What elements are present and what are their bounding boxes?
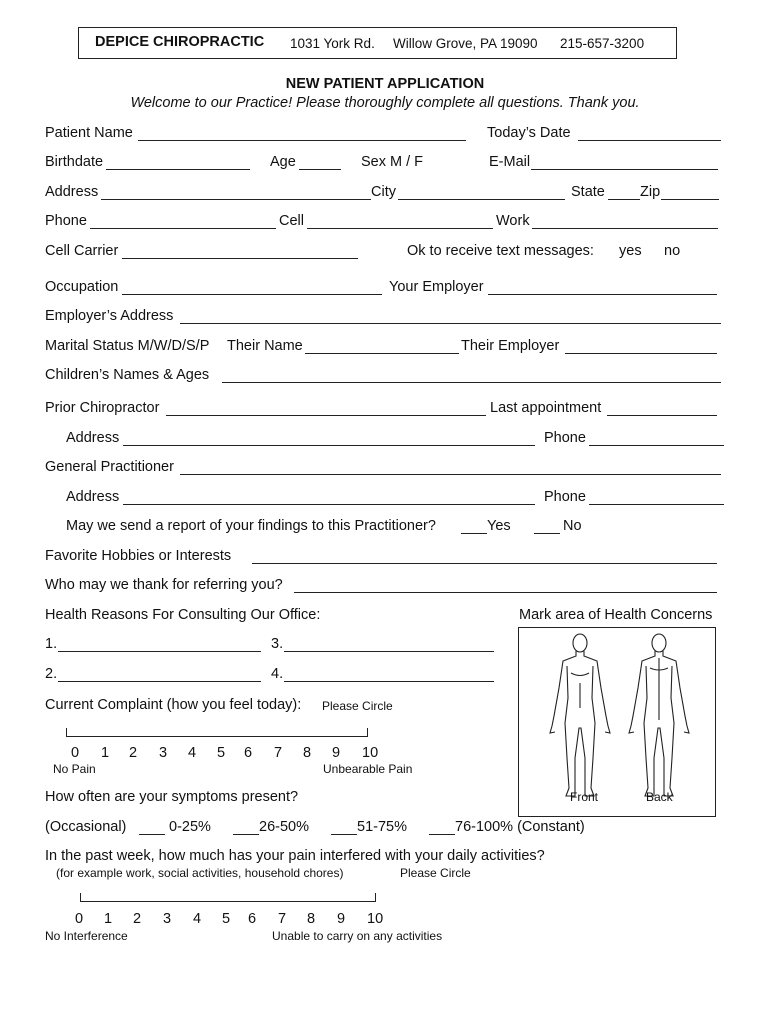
interference-scale-option-4[interactable]: 4 <box>193 911 202 927</box>
chiro-phone-field[interactable] <box>589 432 724 446</box>
cell-field[interactable] <box>307 215 493 229</box>
body-diagram-icon <box>519 628 715 816</box>
pain-scale-option-3[interactable]: 3 <box>159 745 168 761</box>
sex-label[interactable]: Sex M / F <box>361 154 424 170</box>
unbearable-pain-label: Unbearable Pain <box>323 762 413 776</box>
their-employer-field[interactable] <box>565 340 717 354</box>
pain-scale-option-9[interactable]: 9 <box>332 745 341 761</box>
unable-label: Unable to carry on any activities <box>272 929 443 943</box>
practice-phone: 215-657-3200 <box>560 36 645 51</box>
general-practitioner-field[interactable] <box>180 461 721 475</box>
cell-carrier-label: Cell Carrier <box>45 243 119 259</box>
state-label: State <box>571 184 605 200</box>
referral-field[interactable] <box>294 579 717 593</box>
address-label: Address <box>45 184 99 200</box>
todays-date-label: Today’s Date <box>487 125 571 141</box>
chiro-phone-label: Phone <box>544 430 586 446</box>
pct-0-25-label: 0-25% <box>169 819 211 835</box>
address-field[interactable] <box>101 186 371 200</box>
birthdate-field[interactable] <box>106 156 250 170</box>
interference-scale-option-1[interactable]: 1 <box>104 911 113 927</box>
interference-scale-option-7[interactable]: 7 <box>278 911 287 927</box>
phone-field[interactable] <box>90 215 276 229</box>
children-label: Children’s Names & Ages <box>45 367 210 383</box>
patient-name-label: Patient Name <box>45 125 133 141</box>
interference-scale-bracket <box>80 893 376 902</box>
pain-scale-option-6[interactable]: 6 <box>244 745 253 761</box>
reason-4-label: 4. <box>271 666 284 682</box>
email-field[interactable] <box>531 156 718 170</box>
email-label: E-Mail <box>489 154 531 170</box>
interference-scale-option-3[interactable]: 3 <box>163 911 172 927</box>
city-label: City <box>371 184 396 200</box>
interference-scale-option-8[interactable]: 8 <box>307 911 316 927</box>
form-subtitle: Welcome to our Practice! Please thoroughly complete all questions. Thank you. <box>130 95 640 111</box>
occupation-field[interactable] <box>122 281 382 295</box>
employers-address-field[interactable] <box>180 310 721 324</box>
form-title: NEW PATIENT APPLICATION <box>285 76 485 92</box>
marital-status-label[interactable]: Marital Status M/W/D/S/P <box>45 338 210 354</box>
example-label: (for example work, social activities, household chores) <box>56 866 344 880</box>
patient-name-field[interactable] <box>138 127 466 141</box>
no-pain-label: No Pain <box>53 762 96 776</box>
gp-phone-label: Phone <box>544 489 586 505</box>
phone-label: Phone <box>45 213 87 229</box>
your-employer-field[interactable] <box>488 281 717 295</box>
text-no-option[interactable]: no <box>664 243 681 259</box>
pct-51-75-label: 51-75% <box>357 819 407 835</box>
reason-1-field[interactable] <box>58 638 261 652</box>
their-name-label: Their Name <box>227 338 303 354</box>
interference-scale-option-2[interactable]: 2 <box>133 911 142 927</box>
interference-scale-option-6[interactable]: 6 <box>248 911 257 927</box>
no-interference-label: No Interference <box>45 929 128 943</box>
employers-address-label: Employer’s Address <box>45 308 174 324</box>
pain-scale-option-7[interactable]: 7 <box>274 745 283 761</box>
gp-address-field[interactable] <box>123 491 535 505</box>
pct-76-100-blank[interactable] <box>429 821 455 835</box>
back-label: Back <box>646 790 673 804</box>
zip-label: Zip <box>640 184 661 200</box>
please-circle-1: Please Circle <box>322 699 393 713</box>
prior-chiro-field[interactable] <box>166 402 486 416</box>
report-yes-label: Yes <box>487 518 511 534</box>
cell-label: Cell <box>279 213 304 229</box>
mark-area-label: Mark area of Health Concerns <box>519 607 713 623</box>
last-appointment-label: Last appointment <box>490 400 602 416</box>
gp-phone-field[interactable] <box>589 491 724 505</box>
how-often-label: How often are your symptoms present? <box>45 789 299 805</box>
age-field[interactable] <box>299 156 341 170</box>
reason-3-field[interactable] <box>284 638 494 652</box>
reason-4-field[interactable] <box>284 668 494 682</box>
general-practitioner-label: General Practitioner <box>45 459 174 475</box>
cell-carrier-field[interactable] <box>122 245 358 259</box>
body-diagram-box[interactable] <box>518 627 716 817</box>
chiro-address-field[interactable] <box>123 432 535 446</box>
your-employer-label: Your Employer <box>389 279 484 295</box>
pain-scale-option-4[interactable]: 4 <box>188 745 197 761</box>
pain-scale-option-0[interactable]: 0 <box>71 745 80 761</box>
their-name-field[interactable] <box>305 340 459 354</box>
city-field[interactable] <box>398 186 565 200</box>
interference-scale-option-0[interactable]: 0 <box>75 911 84 927</box>
referral-label: Who may we thank for referring you? <box>45 577 283 593</box>
pct-51-75-blank[interactable] <box>331 821 357 835</box>
state-field[interactable] <box>608 186 640 200</box>
pain-scale-bracket <box>66 728 368 737</box>
prior-chiro-label: Prior Chiropractor <box>45 400 160 416</box>
please-circle-2: Please Circle <box>400 866 471 880</box>
gp-address-label: Address <box>66 489 120 505</box>
reason-1-label: 1. <box>45 636 58 652</box>
practice-street: 1031 York Rd. <box>290 36 375 51</box>
front-label: Front <box>570 790 599 804</box>
work-label: Work <box>496 213 530 229</box>
interference-scale-option-5[interactable]: 5 <box>222 911 231 927</box>
health-reasons-label: Health Reasons For Consulting Our Office: <box>45 607 321 623</box>
report-no-blank[interactable] <box>534 520 560 534</box>
age-label: Age <box>270 154 296 170</box>
children-field[interactable] <box>222 369 721 383</box>
hobbies-field[interactable] <box>252 550 717 564</box>
zip-field[interactable] <box>661 186 719 200</box>
birthdate-label: Birthdate <box>45 154 104 170</box>
ok-text-label: Ok to receive text messages: <box>407 243 594 259</box>
interference-scale-option-10[interactable]: 10 <box>367 911 384 927</box>
interfere-label: In the past week, how much has your pain interfered with your daily activities? <box>45 848 545 864</box>
interference-scale-option-9[interactable]: 9 <box>337 911 346 927</box>
pain-scale-option-10[interactable]: 10 <box>362 745 379 761</box>
last-appointment-field[interactable] <box>607 402 717 416</box>
reason-2-label: 2. <box>45 666 58 682</box>
current-complaint-label: Current Complaint (how you feel today): <box>45 697 302 713</box>
pct-76-100-label: 76-100% (Constant) <box>455 819 585 835</box>
practice-name: DEPICE CHIROPRACTIC <box>95 34 265 50</box>
pct-0-25-blank[interactable] <box>139 821 165 835</box>
text-yes-option[interactable]: yes <box>619 243 642 259</box>
hobbies-label: Favorite Hobbies or Interests <box>45 548 232 564</box>
report-yes-blank[interactable] <box>461 520 487 534</box>
send-report-label: May we send a report of your findings to this Practitioner? <box>66 518 436 534</box>
todays-date-field[interactable] <box>578 127 721 141</box>
reason-2-field[interactable] <box>58 668 261 682</box>
occupation-label: Occupation <box>45 279 119 295</box>
pain-scale-option-1[interactable]: 1 <box>101 745 110 761</box>
their-employer-label: Their Employer <box>461 338 560 354</box>
occasional-label: (Occasional) <box>45 819 127 835</box>
report-no-label: No <box>563 518 582 534</box>
pct-26-50-blank[interactable] <box>233 821 259 835</box>
reason-3-label: 3. <box>271 636 284 652</box>
work-field[interactable] <box>532 215 718 229</box>
pain-scale-option-8[interactable]: 8 <box>303 745 312 761</box>
chiro-address-label: Address <box>66 430 120 446</box>
practice-city: Willow Grove, PA 19090 <box>393 36 538 51</box>
pain-scale-option-2[interactable]: 2 <box>129 745 138 761</box>
pain-scale-option-5[interactable]: 5 <box>217 745 226 761</box>
pct-26-50-label: 26-50% <box>259 819 309 835</box>
